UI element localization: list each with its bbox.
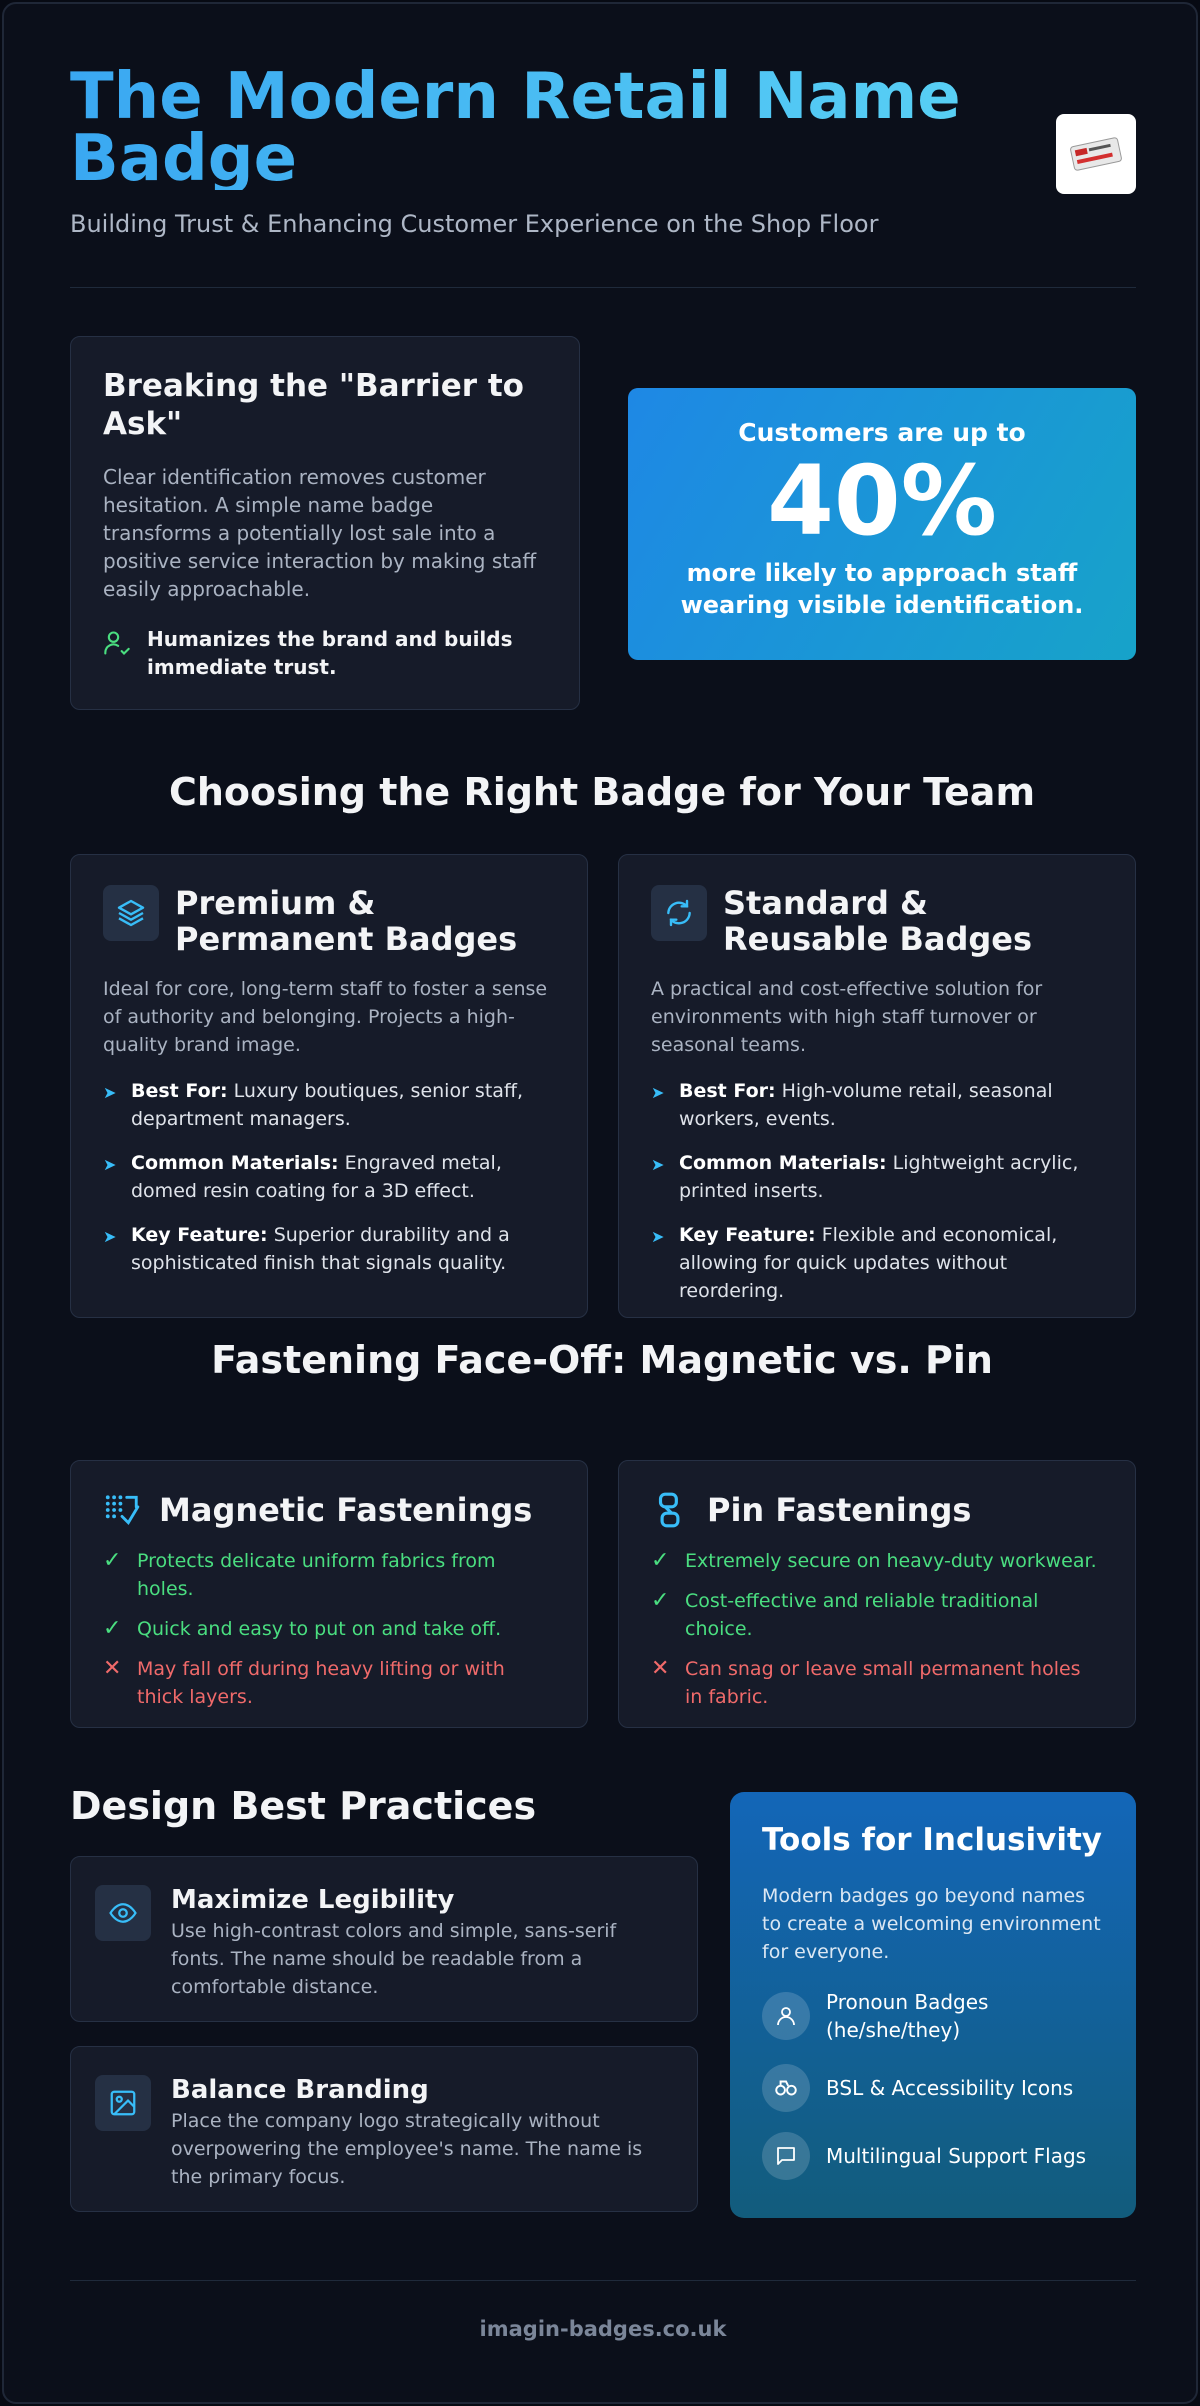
- page-subtitle: Building Trust & Enhancing Customer Experience on the Shop Floor: [70, 210, 879, 238]
- pro-item: [651, 1587, 1103, 1643]
- pin-card: [618, 1460, 1136, 1728]
- footer-link[interactable]: imagin-badges.co.uk: [479, 2317, 727, 2341]
- con-item: [651, 1655, 1103, 1711]
- item-text: Quick and easy to put on and take off.: [137, 1618, 502, 1640]
- barrier-body: Clear identification removes customer hesitation. A simple name badge transforms a potentially lost sale into a positive service interaction by making staff easily approachable.: [103, 465, 537, 601]
- list-item: [103, 1149, 555, 1205]
- layers-icon: [103, 885, 159, 941]
- arrow-icon: ➤: [651, 1155, 665, 1174]
- item-label: Key Feature:: [679, 1224, 816, 1246]
- stat-value: 40%: [767, 445, 997, 557]
- stat-pre: Customers are up to: [738, 418, 1026, 447]
- pro-item: [651, 1547, 1103, 1575]
- standard-title: Standard & Reusable Badges: [723, 884, 1033, 958]
- legibility-text: Use high-contrast colors and simple, sans-serif fonts. The name should be readable from a comfortable distance.: [171, 1920, 617, 1998]
- item-text: Cost-effective and reliable traditional choice.: [685, 1590, 1039, 1640]
- cross-icon: ✕: [651, 1656, 670, 1681]
- infographic-page: [2, 2, 1198, 2404]
- item-text: Luxury boutiques, senior staff, department managers.: [131, 1080, 524, 1130]
- inclusivity-desc: Modern badges go beyond names to create a welcoming environment for everyone.: [762, 1885, 1101, 1963]
- name-badge-image-graphic: [1066, 134, 1126, 174]
- item-text: Protects delicate uniform fabrics from holes.: [137, 1550, 496, 1600]
- magnetic-card: [70, 1460, 588, 1728]
- user-check-icon: [103, 629, 131, 657]
- premium-desc: Ideal for core, long-term staff to foster a sense of authority and belonging. Projects a high-quality brand image.: [103, 978, 548, 1056]
- item-label: Best For:: [131, 1080, 228, 1102]
- check-icon: ✓: [103, 1616, 122, 1641]
- standard-desc: A practical and cost-effective solution for environments with high staff turnover or seasonal teams.: [651, 978, 1043, 1056]
- arrow-icon: ➤: [103, 1227, 117, 1246]
- pin-title: Pin Fastenings: [707, 1491, 972, 1529]
- item-text: Engraved metal, domed resin coating for a 3D effect.: [131, 1152, 502, 1202]
- inclusivity-panel: [730, 1792, 1136, 2218]
- barrier-highlight: [103, 625, 547, 681]
- barrier-highlight-text: Humanizes the brand and builds immediate trust.: [147, 627, 513, 679]
- branding-text: Place the company logo strategically without overpowering the employee's name. The name is the primary focus.: [171, 2110, 643, 2188]
- list-item: [103, 1221, 555, 1277]
- legibility-title: Maximize Legibility: [171, 1885, 455, 1915]
- page-title: The Modern Retail Name Badge: [70, 66, 1030, 190]
- branding-card: [70, 2046, 698, 2212]
- item-text: Can snag or leave small permanent holes in fabric.: [685, 1658, 1081, 1708]
- footer: [70, 2280, 1136, 2341]
- barrier-heading: Breaking the "Barrier to Ask": [103, 368, 524, 442]
- inclusivity-item: [762, 2132, 1104, 2180]
- pro-item: [103, 1547, 555, 1603]
- magnetic-title: Magnetic Fastenings: [159, 1491, 533, 1529]
- list-item: [651, 1077, 1103, 1133]
- item-label: Best For:: [679, 1080, 776, 1102]
- item-text: May fall off during heavy lifting or with thick layers.: [137, 1658, 505, 1708]
- barrier-card: [70, 336, 580, 710]
- standard-badges-card: [618, 854, 1136, 1318]
- check-icon: ✓: [651, 1548, 670, 1573]
- arrow-icon: ➤: [103, 1155, 117, 1174]
- con-item: [103, 1655, 555, 1711]
- item-text: Superior durability and a sophisticated finish that signals quality.: [131, 1224, 510, 1274]
- item-label: Common Materials:: [131, 1152, 339, 1174]
- legibility-card: [70, 1856, 698, 2022]
- arrow-icon: ➤: [103, 1083, 117, 1102]
- arrow-icon: ➤: [651, 1083, 665, 1102]
- choosing-title: Choosing the Right Badge for Your Team: [168, 770, 1036, 814]
- premium-badges-card: [70, 854, 588, 1318]
- person-icon: [762, 1992, 810, 2040]
- fastening-title: Fastening Face-Off: Magnetic vs. Pin: [211, 1338, 993, 1382]
- branding-title: Balance Branding: [171, 2075, 429, 2105]
- list-item: [651, 1149, 1103, 1205]
- inclusivity-item: [762, 2064, 1104, 2112]
- image-icon: [95, 2075, 151, 2131]
- eye-icon: [95, 1885, 151, 1941]
- item-text: Flexible and economical, allowing for quick updates without reordering.: [679, 1224, 1058, 1302]
- item-label: Common Materials:: [679, 1152, 887, 1174]
- item-text: Extremely secure on heavy-duty workwear.: [685, 1550, 1097, 1572]
- inclusivity-item-text: Pronoun Badges (he/she/they): [826, 1990, 989, 2042]
- arrow-icon: ➤: [651, 1227, 665, 1246]
- refresh-icon: [651, 885, 707, 941]
- premium-title: Premium & Permanent Badges: [175, 884, 518, 958]
- inclusivity-item-text: Multilingual Support Flags: [826, 2144, 1087, 2168]
- inclusivity-item: [762, 1988, 1104, 2044]
- magnet-grid-icon: [103, 1491, 141, 1529]
- item-text: Lightweight acrylic, printed inserts.: [679, 1152, 1079, 1202]
- stat-post: more likely to approach staff wearing visible identification.: [680, 559, 1084, 619]
- chat-icon: [762, 2132, 810, 2180]
- design-title: Design Best Practices: [70, 1784, 537, 1828]
- stat-callout: [628, 388, 1136, 660]
- check-icon: ✓: [103, 1548, 122, 1573]
- pro-item: [103, 1615, 555, 1643]
- name-badge-image: [1056, 114, 1136, 194]
- list-item: [651, 1221, 1103, 1305]
- cross-icon: ✕: [103, 1656, 122, 1681]
- item-text: High-volume retail, seasonal workers, events.: [679, 1080, 1053, 1130]
- pin-icon: [651, 1491, 689, 1529]
- accessibility-icon: [762, 2064, 810, 2112]
- check-icon: ✓: [651, 1588, 670, 1613]
- header: [70, 60, 1136, 288]
- item-label: Key Feature:: [131, 1224, 268, 1246]
- inclusivity-item-text: BSL & Accessibility Icons: [826, 2076, 1074, 2100]
- inclusivity-title: Tools for Inclusivity: [762, 1822, 1102, 1858]
- list-item: [103, 1077, 555, 1133]
